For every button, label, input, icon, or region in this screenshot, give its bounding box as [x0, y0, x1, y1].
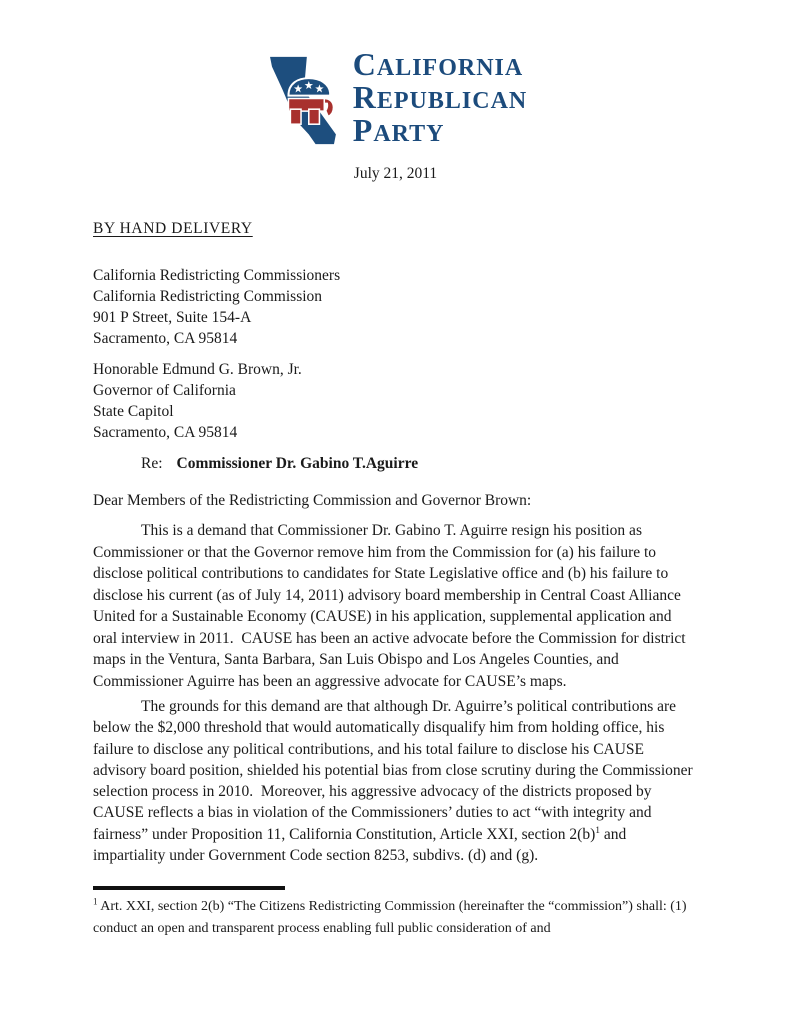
footnote-reference: 1	[595, 824, 601, 836]
logo-line-california: CALIFORNIA	[352, 46, 524, 82]
california-elephant-icon	[264, 53, 340, 146]
address-line: California Redistricting Commission	[93, 288, 323, 305]
re-subject: Commissioner Dr. Gabino T.Aguirre	[176, 455, 419, 472]
delivery-method: BY HAND DELIVERY	[93, 220, 253, 237]
address-line: Governor of California	[93, 382, 236, 399]
paragraph-2-text: The grounds for this demand are that although Dr. Aguirre’s political contributions are below the $2,000 threshold that would automatically disqualify him from holding office, his failure to disclose any political contributions, and his total failure to disclose his CAUSE advisory board position, shielded his potential bias from close scrutiny during the Commissioner selection process in 2010. Moreover, his aggressive advocacy of the districts proposed by CAUSE reflects a bias in violation of the Commissioners’ duties to act “with integrity and fairness” under Proposition 11, California Constitution, Article XXI, section 2(b)	[93, 698, 697, 843]
body-paragraph-2	[93, 696, 698, 866]
crp-logo	[264, 46, 528, 149]
logo-line-party: PARTY	[352, 112, 445, 148]
address-line: Sacramento, CA 95814	[93, 330, 238, 347]
address-line: State Capitol	[93, 403, 174, 420]
address-line: Sacramento, CA 95814	[93, 424, 238, 441]
address-line: California Redistricting Commissioners	[93, 267, 341, 284]
address-line: Honorable Edmund G. Brown, Jr.	[93, 361, 302, 378]
body-paragraph-1: This is a demand that Commissioner Dr. Gabino T. Aguirre resign his position as Commissioner or that the Governor remove him from the Commission for (a) his failure to disclose political contributions to candidates for State Legislative office and (b) his failure to disclose his current (as of July 14, 2011) advisory board membership in Central Coast Alliance United for a Sustainable Economy (CAUSE) in his application, supplemental application and oral interview in 2011. CAUSE has been an active advocate before the Commission for district maps in the Ventura, Santa Barbara, San Luis Obispo and Los Angeles Counties, and Commissioner Aguirre has been an aggressive advocate for CAUSE’s maps.	[93, 522, 690, 690]
footnote	[93, 896, 698, 939]
logo-wordmark	[352, 46, 528, 149]
re-line	[93, 453, 698, 474]
recipient-block-governor	[93, 359, 698, 443]
address-line: 901 P Street, Suite 154-A	[93, 309, 252, 326]
salutation: Dear Members of the Redistricting Commission and Governor Brown:	[93, 492, 532, 509]
letterhead	[93, 46, 698, 149]
footnote-separator-rule	[93, 886, 285, 890]
recipient-block-commission	[93, 265, 698, 349]
logo-line-republican: REPUBLICAN	[352, 79, 528, 115]
date-line: July 21, 2011	[353, 165, 438, 182]
footnote-marker: 1	[93, 896, 98, 907]
footnote-text: Art. XXI, section 2(b) “The Citizens Redistricting Commission (hereinafter the “commission”) shall: (1) conduct an open and transparent process enabling full public consideration of and	[93, 899, 691, 936]
paragraph-2-text-cont: and impartiality under Government Code section 8253, subdivs. (d) and (g).	[93, 825, 631, 865]
re-label: Re:	[141, 455, 163, 472]
